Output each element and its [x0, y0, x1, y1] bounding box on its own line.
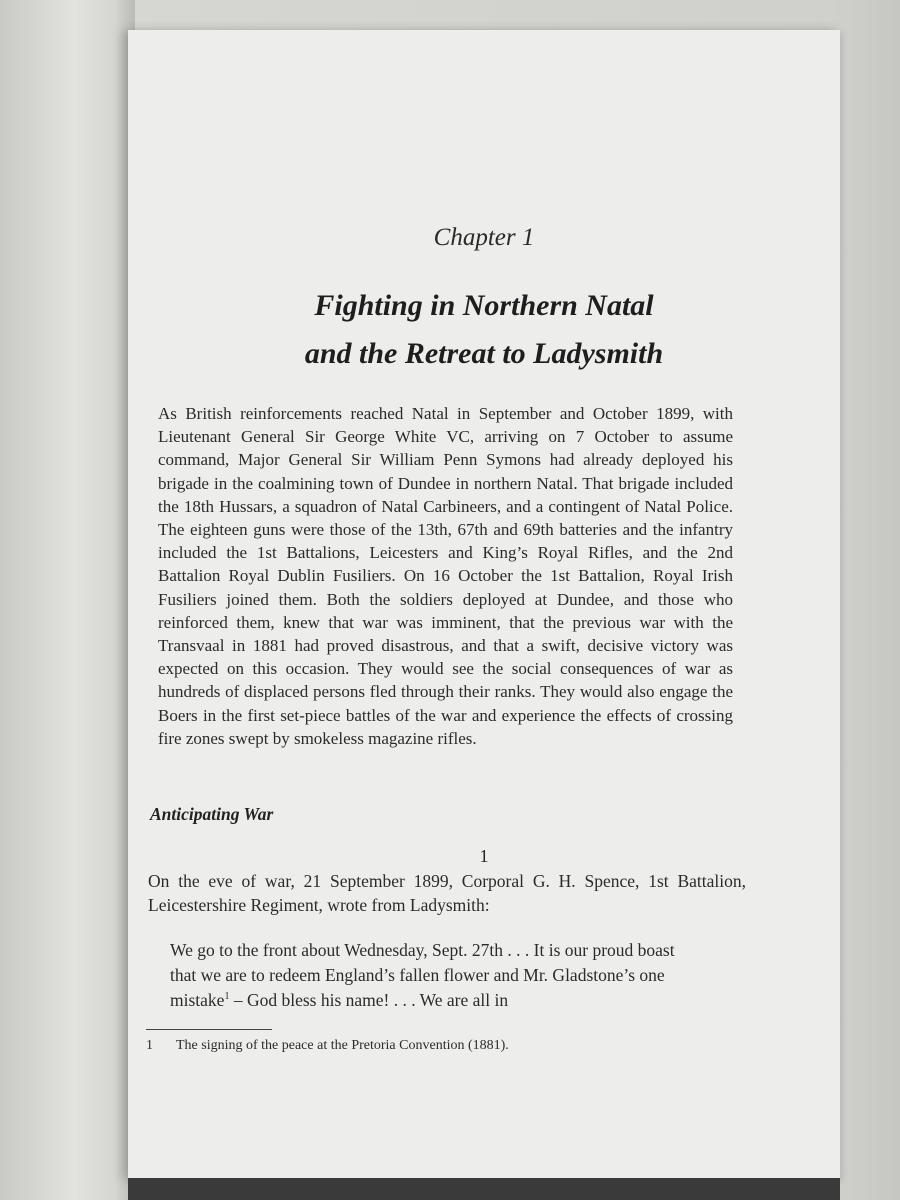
facing-page-edge	[0, 0, 135, 1200]
block-quote	[170, 938, 700, 1013]
section-heading: Anticipating War	[150, 804, 274, 824]
footnote-number: 1	[146, 1038, 153, 1053]
footnote-marker[interactable]: 1	[224, 991, 230, 1003]
chapter-title-line-1: Fighting in Northern Natal	[314, 289, 654, 322]
quote-text-after: – God bless his name! . . . We are all in	[229, 990, 509, 1010]
table-surface	[830, 0, 900, 1200]
intro-paragraph: As British reinforcements reached Natal in September and October 1899, with Lieutenant General Sir George White VC, arriving on 7 October to assume command, Major General Sir William Penn Symons had already deployed his brigade in the coalmining town of Dundee in northern Natal. That brigade included the 18th Hussars, a squadron of Natal Carbineers, and a contingent of Natal Police. The eighteen guns were those of the 13th, 67th and 69th batteries and the infantry included the 1st Battalions, Leicesters and King’s Royal Rifles, and the 2nd Battalion Royal Dublin Fusiliers. On 16 October the 1st Battalion, Royal Irish Fusiliers joined them. Both the soldiers deployed at Dundee, and those who reinforced them, knew that war was imminent, that the previous war with the Transvaal in 1881 had proved disastrous, and that a swift, decisive victory was expected on this occasion. They would see the social consequences of war as hundreds of displaced persons fled through their ranks. They would also engage the Boers in the first set-piece battles of the war and experience the effects of crossing fire zones swept by smokeless magazine rifles.	[158, 404, 733, 748]
book-page	[128, 30, 840, 1180]
footnote-text: The signing of the peace at the Pretoria Convention (1881).	[176, 1038, 509, 1053]
quote-text-before: We go to the front about Wednesday, Sept. 27th . . . It is our proud boast that we are to redeem England’s fallen flower and Mr. Gladstone’s one mistake	[170, 940, 675, 1010]
section-number: 1	[479, 846, 489, 866]
chapter-label: Chapter 1	[433, 224, 535, 251]
page-bottom-edge	[128, 1178, 840, 1200]
footnote-divider	[146, 1029, 272, 1030]
footnote	[146, 1038, 509, 1054]
chapter-title	[128, 282, 840, 378]
section-paragraph: On the eve of war, 21 September 1899, Corporal G. H. Spence, 1st Battalion, Leicestershire Regiment, wrote from Ladysmith:	[148, 871, 746, 915]
chapter-title-line-2: and the Retreat to Ladysmith	[304, 337, 664, 370]
